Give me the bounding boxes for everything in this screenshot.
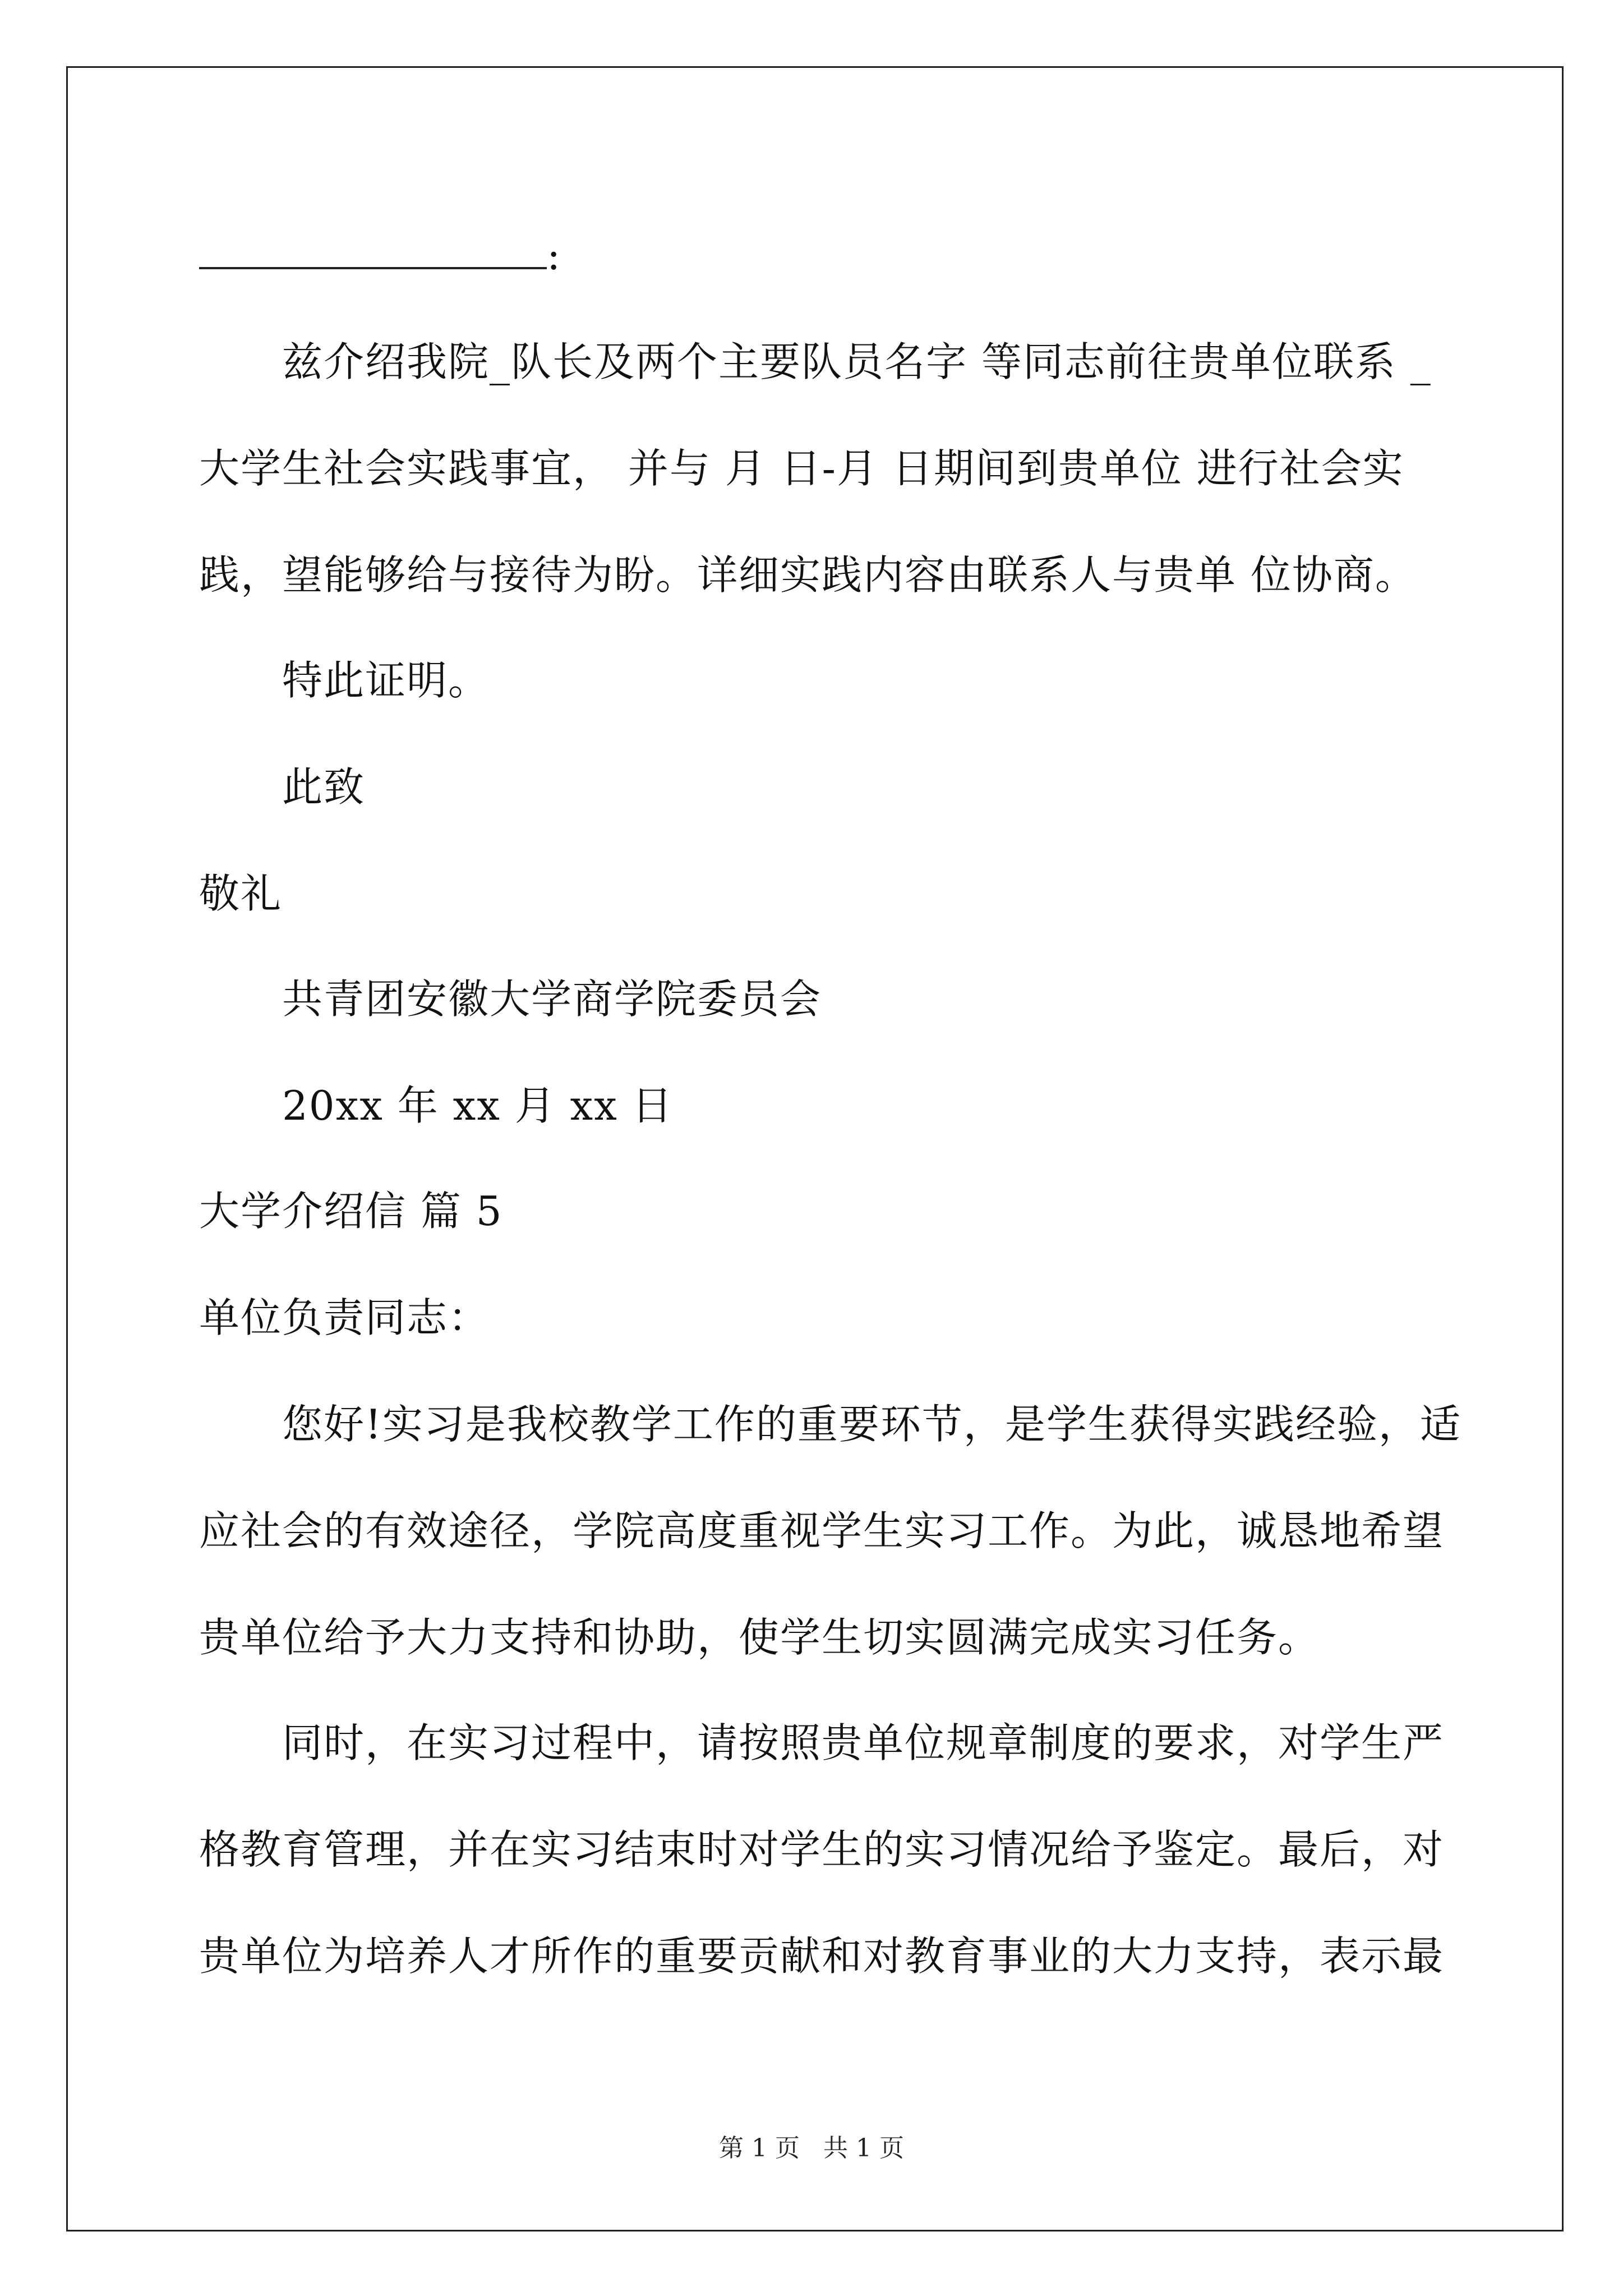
section5-p2-line3: 贵单位为培养人才所作的重要贡献和对教育事业的大力支持，表示最 — [199, 1932, 1445, 1980]
para1-line3: 践，望能够给与接待为盼。详细实践内容由联系人与贵单 位协商。 — [199, 551, 1417, 599]
certify-text: 特此证明。 — [282, 657, 490, 704]
section5-p1-line3: 贵单位给予大力支持和协助，使学生切实圆满完成实习任务。 — [199, 1614, 1320, 1661]
para1-line2: 大学生社会实践事宜， 并与 月 日-月 日期间到贵单位 进行社会实 — [199, 445, 1404, 492]
signature-org: 共青团安徽大学商学院委员会 — [282, 976, 822, 1023]
signature-date: 20xx 年 xx 月 xx 日 — [282, 1082, 674, 1129]
recipient-blank — [199, 231, 547, 269]
section5-heading: 大学介绍信 篇 5 — [199, 1188, 503, 1235]
section5-salutation: 单位负责同志： — [199, 1294, 490, 1341]
page-border — [66, 66, 1564, 2231]
page-footer: 第 1 页 共 1 页 — [719, 2134, 904, 2162]
section5-p1-line2: 应社会的有效途径，学院高度重视学生实习工作。为此，诚恳地希望 — [199, 1507, 1445, 1554]
section5-p2-line1: 同时，在实习过程中，请按照贵单位规章制度的要求，对学生严 — [282, 1719, 1445, 1766]
recipient-colon: : — [547, 232, 562, 279]
para1-line1: 兹介绍我院_队长及两个主要队员名字 等同志前往贵单位联系 _ — [282, 338, 1432, 385]
recipient-line — [199, 230, 561, 280]
section5-p2-line2: 格教育管理，并在实习结束时对学生的实习情况给予鉴定。最后，对 — [199, 1826, 1445, 1873]
closing-jingli: 敬礼 — [199, 870, 283, 917]
section5-p1-line1: 您好!实习是我校教学工作的重要环节，是学生获得实践经验，适 — [282, 1401, 1461, 1448]
closing-cizhi: 此致 — [282, 763, 366, 811]
